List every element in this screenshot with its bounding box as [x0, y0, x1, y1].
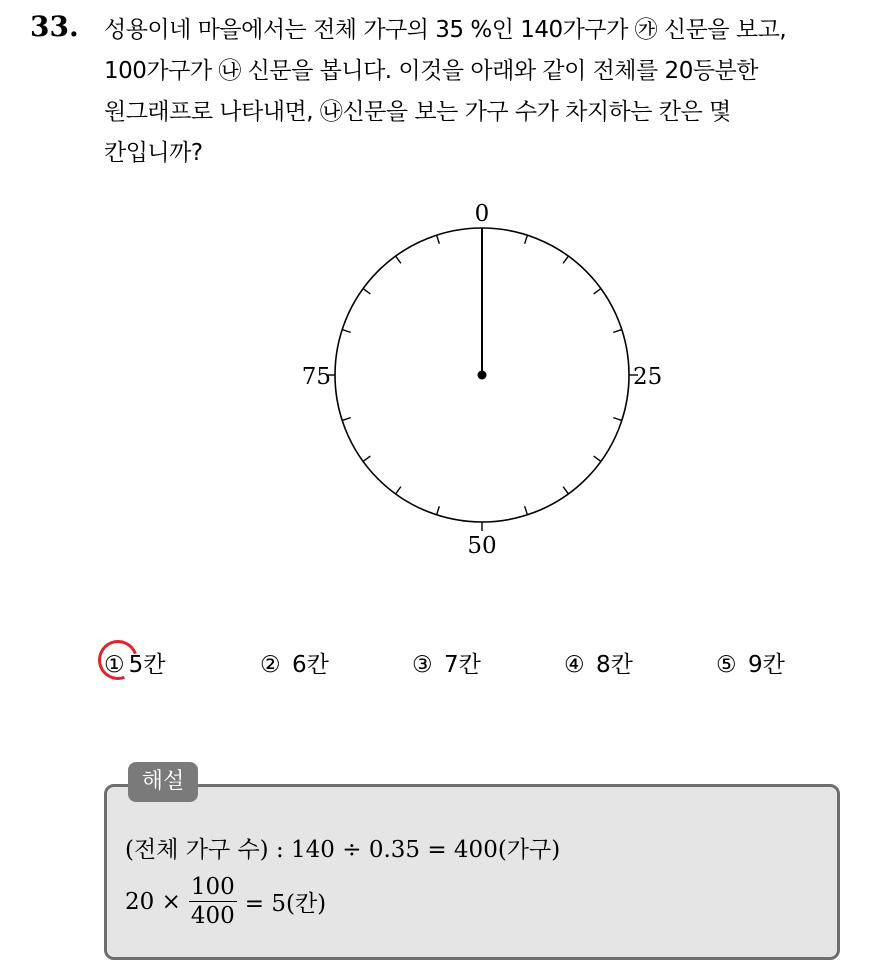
scale-label-75: 75 [301, 364, 331, 390]
choice-text: 7칸 [443, 652, 481, 678]
solution-box [104, 784, 840, 960]
choice-text: 8칸 [595, 652, 633, 678]
choice-4[interactable] [564, 646, 633, 679]
solution-line-2 [125, 873, 326, 930]
selected-answer-ring [91, 633, 144, 686]
scale-label-50: 50 [467, 533, 497, 559]
dial-tick [525, 506, 528, 515]
dial-tick [563, 256, 568, 263]
dial-tick [363, 456, 370, 461]
solution-line-1: (전체 가구 수) : 140 ÷ 0.35 = 400(가구) [125, 837, 561, 863]
dial-tick [437, 235, 440, 244]
dial-tick [396, 256, 401, 263]
choice-1[interactable] [104, 646, 165, 679]
fraction [189, 873, 237, 930]
choice-mark: ① [104, 652, 125, 678]
scale-label-0: 0 [474, 201, 490, 227]
dial-tick [396, 487, 401, 494]
choice-text: 9칸 [747, 652, 785, 678]
question-line: 칸입니까? [104, 140, 203, 166]
choice-mark: ⑤ [716, 652, 737, 678]
choice-text: 6칸 [291, 652, 329, 678]
choice-text: 5칸 [128, 652, 166, 678]
solution-line-2-prefix: 20 × [125, 888, 181, 915]
choice-mark: ④ [564, 652, 585, 678]
question-line: 100가구가 ㉯ 신문을 봅니다. 이것을 아래와 같이 전체를 20등분한 [104, 58, 758, 84]
fraction-denominator: 400 [190, 903, 235, 929]
dial-tick [594, 289, 601, 294]
choice-mark: ③ [412, 652, 433, 678]
dial-tick [342, 330, 351, 333]
dial-tick [437, 506, 440, 515]
dial-tick [613, 330, 622, 333]
dial-tick [613, 418, 622, 421]
dial-tick [563, 487, 568, 494]
scale-label-25: 25 [633, 364, 663, 390]
question-line: 성용이네 마을에서는 전체 가구의 35 %인 140가구가 ㉮ 신문을 보고, [104, 17, 787, 43]
choice-2[interactable] [260, 646, 329, 679]
fraction-numerator: 100 [190, 874, 235, 900]
choice-mark: ② [260, 652, 281, 678]
dial-tick [363, 289, 370, 294]
solution-line-2-suffix: = 5(칸) [244, 891, 327, 917]
solution-tab: 해설 [128, 762, 198, 802]
dial-tick [594, 456, 601, 461]
dial-center-dot [478, 371, 487, 380]
choice-3[interactable] [412, 646, 481, 679]
answer-choices [104, 646, 824, 686]
dial-tick [342, 418, 351, 421]
question-line: 원그래프로 나타내면, ㉯신문을 보는 가구 수가 차지하는 칸은 몇 [104, 99, 731, 125]
dial-tick [525, 235, 528, 244]
question-number: 33. [30, 10, 79, 43]
choice-5[interactable] [716, 646, 785, 679]
